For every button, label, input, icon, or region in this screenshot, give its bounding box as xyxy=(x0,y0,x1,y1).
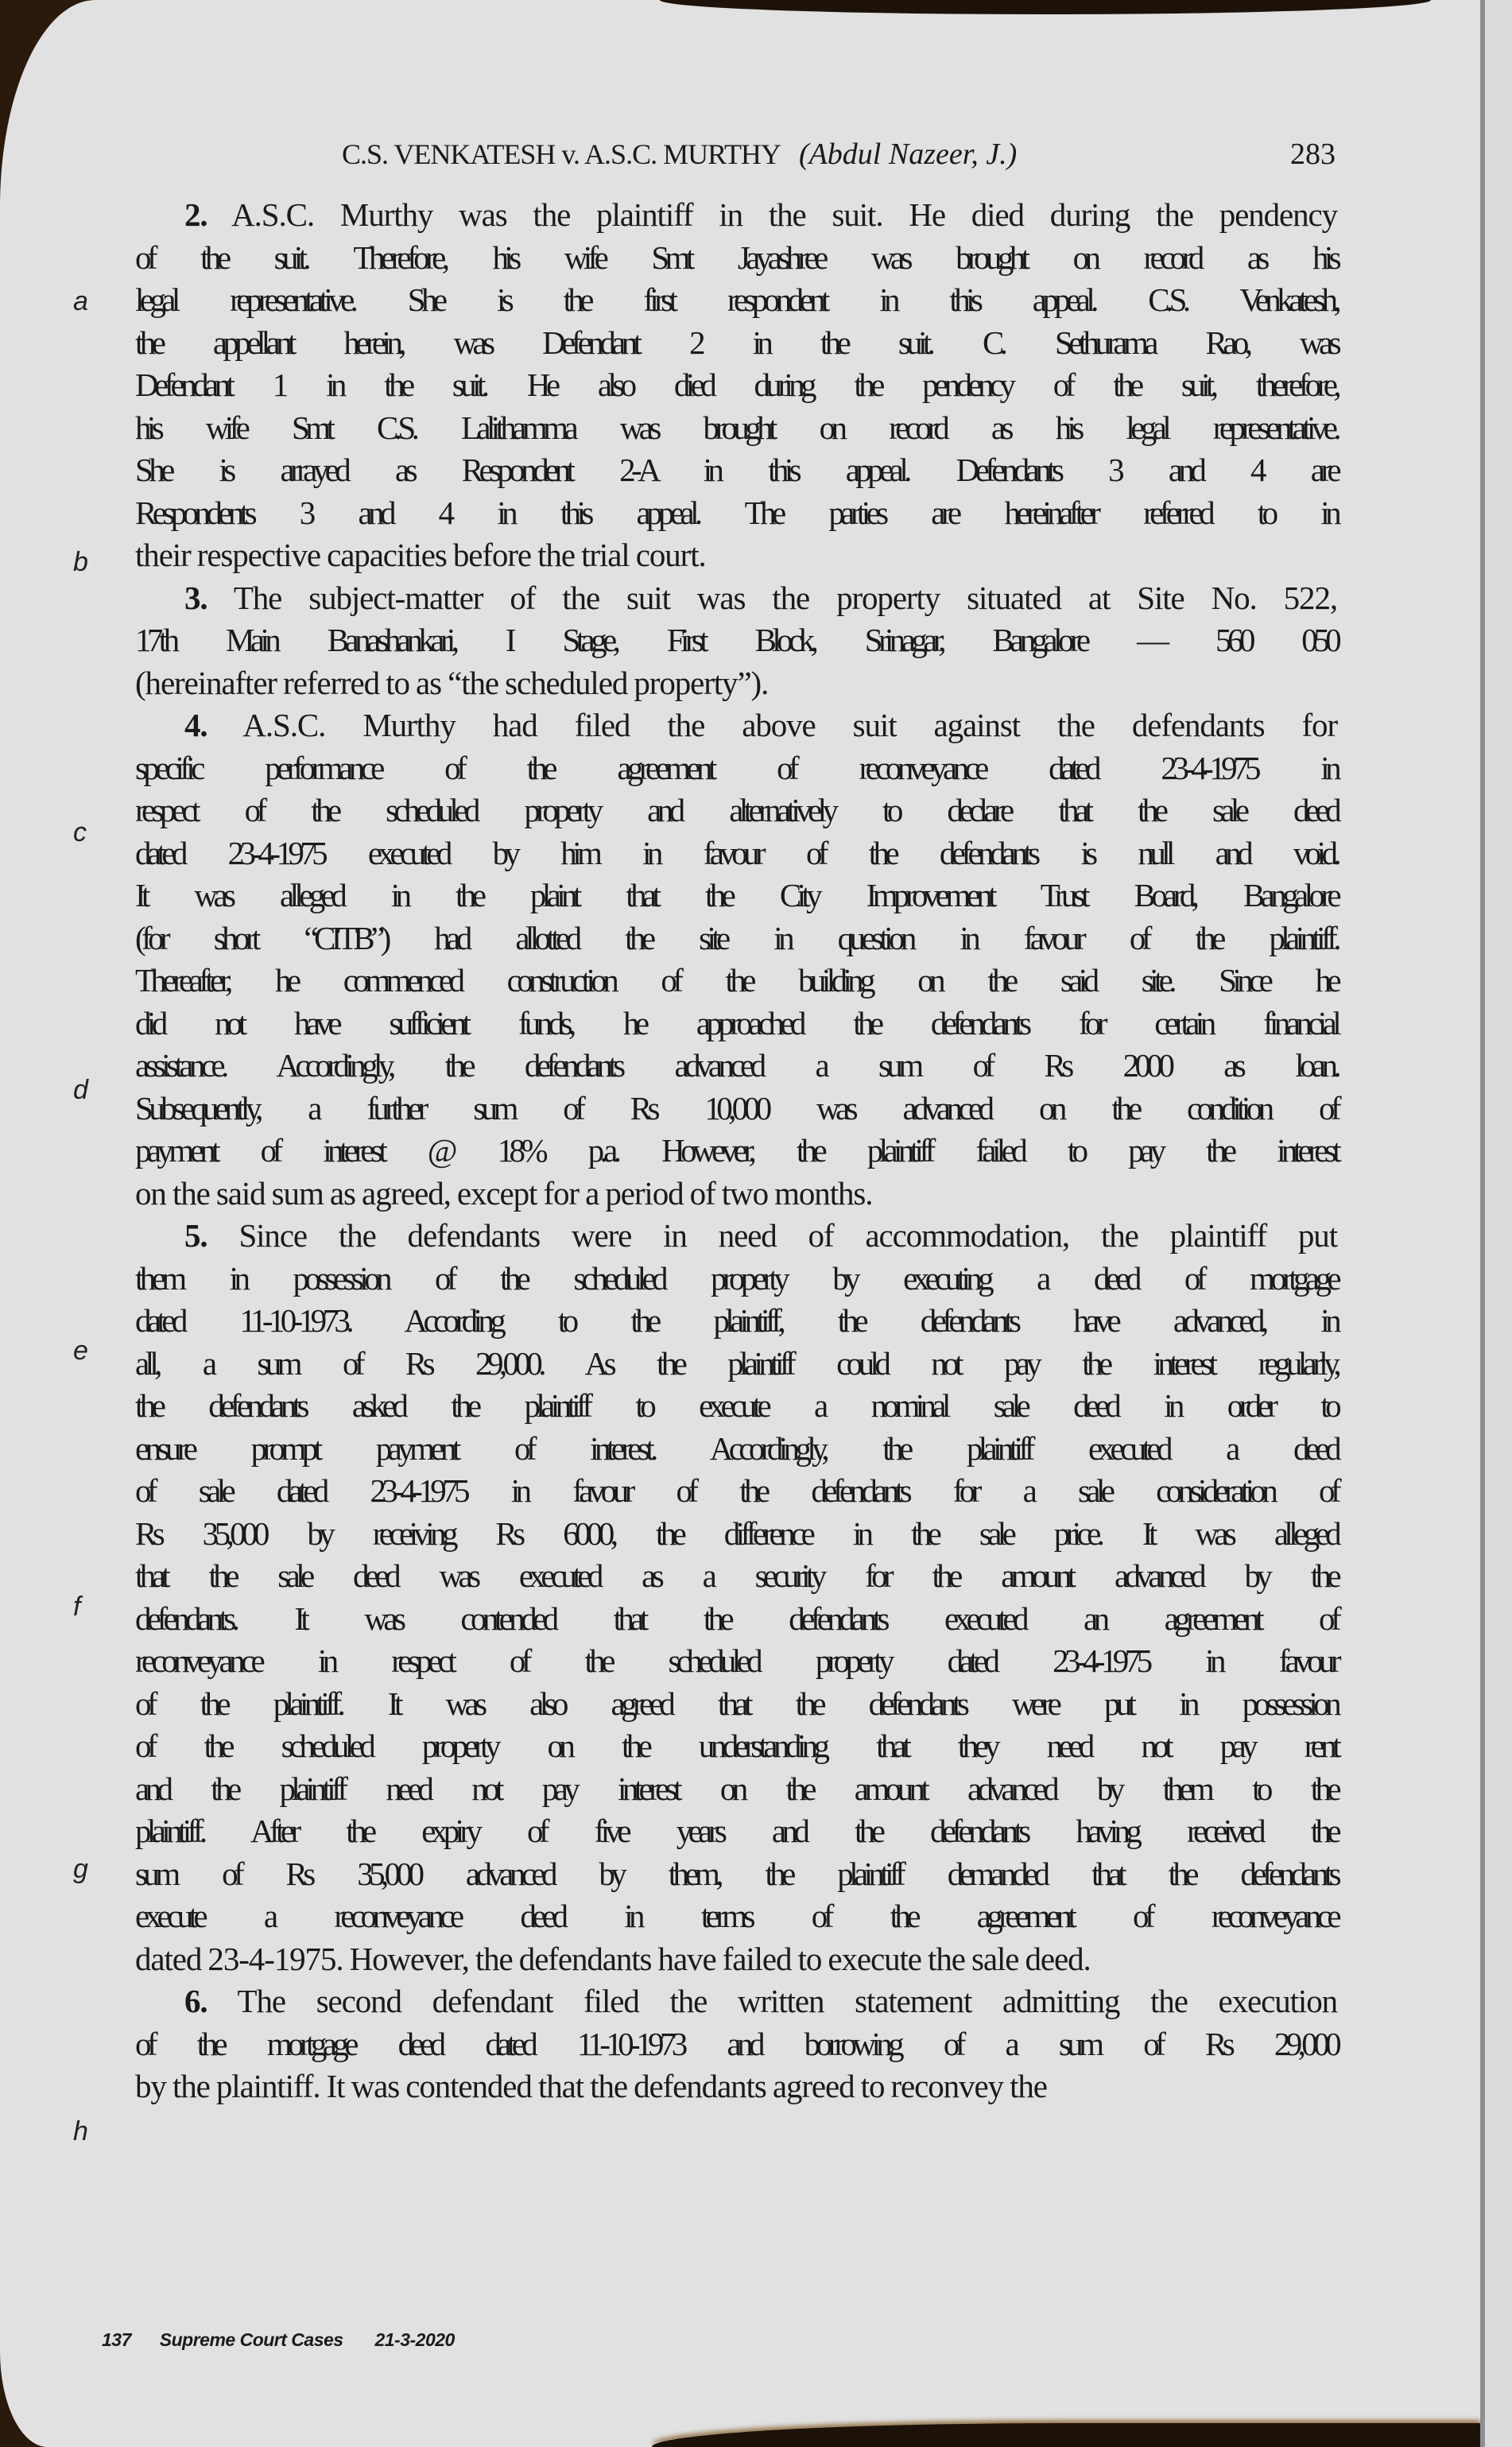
text-line xyxy=(135,1555,1337,1598)
text-line xyxy=(135,704,1337,747)
margin-letter-a: a xyxy=(73,286,88,316)
paragraph-number: 2. xyxy=(184,196,207,233)
paragraph-4 xyxy=(135,704,1337,1215)
text-line xyxy=(135,1895,1337,1938)
margin-letter-b: b xyxy=(73,547,88,577)
line-text: and the plaintiff need not pay interest on the amount advanced by them to the xyxy=(135,1770,1337,1807)
text-line xyxy=(135,2065,1337,2108)
text-line xyxy=(135,1768,1337,1811)
line-text: It was alleged in the plaint that the City Improvement Trust Board, Bangalore xyxy=(135,877,1337,913)
line-text: on the said sum as agreed, except for a period of two months. xyxy=(135,1174,873,1212)
text-line xyxy=(135,1088,1337,1130)
line-text: dated 11-10-1973. According to the plaintiff, the defendants have advanced, in xyxy=(135,1302,1337,1339)
line-text: of the suit. Therefore, his wife Smt Jayashree was brought on record as his xyxy=(135,238,1337,276)
paragraph-number: 4. xyxy=(184,707,207,743)
text-line xyxy=(135,322,1337,365)
margin-letter-f: f xyxy=(73,1592,81,1622)
text-line xyxy=(135,1215,1337,1258)
text-line xyxy=(135,1343,1337,1386)
line-text: of the plaintiff. It was also agreed that the defendants were put in possession xyxy=(135,1685,1337,1722)
text-line xyxy=(135,1598,1337,1641)
line-text: Defendant 1 in the suit. He also died during the pendency of the suit, therefore, xyxy=(135,366,1337,403)
line-text: by the plaintiff. It was contended that the defendants agreed to reconvey the xyxy=(135,2068,1047,2104)
line-text: specific performance of the agreement of reconveyance dated 23-4-1975 in xyxy=(135,749,1337,786)
paragraph-number: 3. xyxy=(184,579,207,616)
line-text: them in possession of the scheduled property by executing a deed of mortgage xyxy=(135,1259,1337,1297)
paragraph-number: 6. xyxy=(184,1983,207,2019)
line-text: that the sale deed was executed as a security for the amount advanced by the xyxy=(135,1557,1337,1594)
line-text: dated 23-4-1975 executed by him in favour of the defendants is null and void. xyxy=(135,834,1337,871)
judge-name: (Abdul Nazeer, J.) xyxy=(798,138,1018,171)
margin-letter-d: d xyxy=(73,1075,88,1105)
line-text: dated 23-4-1975. However, the defendants have failed to execute the sale deed. xyxy=(135,1940,1091,1977)
case-title: C.S. VENKATESH v. A.S.C. MURTHY xyxy=(342,138,781,170)
text-line xyxy=(135,789,1337,832)
line-text: payment of interest @ 18% p.a. However, the plaintiff failed to pay the interest xyxy=(135,1132,1337,1169)
line-text: assistance. Accordingly, the defendants advanced a sum of Rs 2000 as loan. xyxy=(135,1047,1337,1084)
line-text: Thereafter, he commenced construction of the building on the said site. Since he xyxy=(135,962,1337,999)
text-line xyxy=(135,1300,1337,1343)
line-text: Subsequently, a further sum of Rs 10,000 was advanced on the condition of xyxy=(135,1089,1337,1127)
paragraph-2 xyxy=(135,194,1337,577)
line-text: of the mortgage deed dated 11-10-1973 and borrowing of a sum of Rs 29,000 xyxy=(135,2025,1337,2062)
line-text: A.S.C. Murthy was the plaintiff in the suit. He died during the pendency xyxy=(231,196,1337,233)
text-line xyxy=(135,449,1337,492)
text-line xyxy=(135,747,1337,790)
judgment-body xyxy=(135,194,1337,2108)
text-line xyxy=(135,407,1337,450)
text-line xyxy=(135,917,1337,960)
line-text: ensure prompt payment of interest. Accordingly, the plaintiff executed a deed xyxy=(135,1429,1337,1467)
line-text: defendants. It was contended that the defendants executed an agreement of xyxy=(135,1600,1337,1637)
running-head xyxy=(342,137,1336,176)
line-text: A.S.C. Murthy had filed the above suit against the defendants for xyxy=(242,707,1338,743)
page-edge-strip xyxy=(1485,0,1512,2447)
line-text: sum of Rs 35,000 advanced by them, the plaintiff demanded that the defendants xyxy=(135,1855,1337,1892)
line-text: Respondents 3 and 4 in this appeal. The parties are hereinafter referred to in xyxy=(135,494,1337,531)
margin-letter-e: e xyxy=(73,1336,88,1366)
line-text: did not have sufficient funds, he approached the defendants for certain financial xyxy=(135,1004,1337,1041)
line-text: of the scheduled property on the understanding that they need not pay rent xyxy=(135,1728,1337,1764)
text-line xyxy=(135,619,1337,662)
paragraph-number: 5. xyxy=(184,1217,207,1254)
text-line xyxy=(135,194,1337,237)
text-line xyxy=(135,534,1337,577)
text-line xyxy=(135,1853,1337,1896)
line-text: 17th Main Banashankari, I Stage, First Block, Srinagar, Bangalore — 560 050 xyxy=(135,622,1337,658)
page-shadow-bottom xyxy=(652,2423,1480,2447)
text-line xyxy=(135,577,1337,620)
text-line xyxy=(135,1513,1337,1556)
text-line xyxy=(135,1640,1337,1683)
line-text: Rs 35,000 by receiving Rs 6000, the difference in the sale price. It was alleged xyxy=(135,1514,1337,1552)
footer-publication: Supreme Court Cases xyxy=(159,2329,343,2350)
text-line xyxy=(135,1428,1337,1471)
line-text: execute a reconveyance deed in terms of the agreement of reconveyance xyxy=(135,1898,1337,1934)
text-line xyxy=(135,1130,1337,1173)
paragraph-5 xyxy=(135,1215,1337,1980)
line-text: their respective capacities before the trial court. xyxy=(135,537,706,573)
text-line xyxy=(135,1980,1337,2023)
text-line xyxy=(135,1385,1337,1428)
text-line xyxy=(135,832,1337,875)
paragraph-6 xyxy=(135,1980,1337,2108)
text-line xyxy=(135,1002,1337,1045)
line-text: (hereinafter referred to as “the scheduled property”). xyxy=(135,664,769,701)
line-text: all, a sum of Rs 29,000. As the plaintiff could not pay the interest regularly, xyxy=(135,1344,1337,1382)
line-text: The second defendant filed the written statement admitting the execution xyxy=(237,1983,1337,2019)
text-line xyxy=(135,874,1337,917)
text-line xyxy=(135,492,1337,535)
line-text: plaintiff. After the expiry of five years and the defendants having received the xyxy=(135,1813,1337,1849)
text-line xyxy=(135,1173,1337,1216)
line-text: She is arrayed as Respondent 2-A in this appeal. Defendants 3 and 4 are xyxy=(135,452,1337,488)
line-text: reconveyance in respect of the scheduled property dated 23-4-1975 in favour xyxy=(135,1642,1337,1679)
text-line xyxy=(135,279,1337,322)
margin-letter-c: c xyxy=(73,817,87,847)
text-line xyxy=(135,1810,1337,1853)
text-line xyxy=(135,237,1337,280)
paragraph-3 xyxy=(135,577,1337,705)
footer-volume: 137 xyxy=(102,2329,131,2350)
line-text: legal representative. She is the first respondent in this appeal. C.S. Venkatesh, xyxy=(135,281,1337,318)
page-shadow-top xyxy=(660,0,1431,14)
line-text: of sale dated 23-4-1975 in favour of the defendants for a sale consideration of xyxy=(135,1472,1337,1509)
text-line xyxy=(135,364,1337,407)
text-line xyxy=(135,1258,1337,1301)
text-line xyxy=(135,1683,1337,1726)
text-line xyxy=(135,1470,1337,1513)
page-number: 283 xyxy=(1290,138,1336,171)
line-text: the appellant herein, was Defendant 2 in the suit. C. Sethurama Rao, was xyxy=(135,324,1337,361)
line-text: respect of the scheduled property and alternatively to declare that the sale deed xyxy=(135,792,1337,828)
text-line xyxy=(135,1938,1337,1981)
page-footer xyxy=(102,2329,455,2351)
line-text: Since the defendants were in need of accommodation, the plaintiff put xyxy=(238,1217,1337,1254)
text-line xyxy=(135,1725,1337,1768)
text-line xyxy=(135,662,1337,705)
line-text: the defendants asked the plaintiff to execute a nominal sale deed in order to xyxy=(135,1387,1337,1424)
text-line xyxy=(135,960,1337,1002)
margin-letter-h: h xyxy=(73,2116,88,2146)
line-text: (for short “CITB”) had allotted the site in question in favour of the plaintiff. xyxy=(135,919,1337,956)
margin-letter-g: g xyxy=(73,1854,88,1884)
line-text: his wife Smt C.S. Lalithamma was brought on record as his legal representative. xyxy=(135,409,1337,446)
text-line xyxy=(135,1045,1337,1088)
line-text: The subject-matter of the suit was the property situated at Site No. 522, xyxy=(233,579,1337,616)
text-line xyxy=(135,2023,1337,2066)
footer-date: 21-3-2020 xyxy=(374,2329,455,2350)
